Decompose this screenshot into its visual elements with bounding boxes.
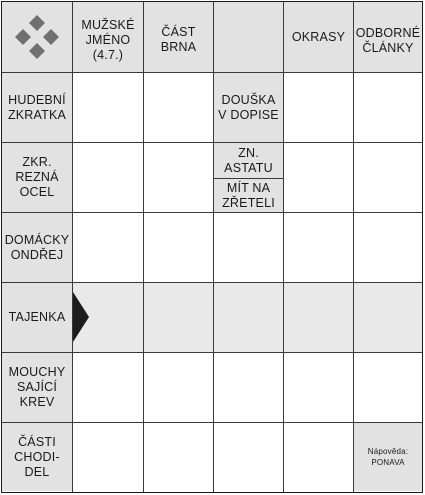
row-clue-tajenka: TAJENKA <box>2 283 72 352</box>
four-diamonds-icon <box>14 14 60 60</box>
row-clue-2: ZKR. REZNÁ OCEL <box>2 143 72 212</box>
column-clue-2: ČÁST BRNA <box>144 2 213 72</box>
inner-clue-zreteli: MÍT NA ZŘETELI <box>214 179 283 212</box>
tajenka-cell[interactable] <box>354 283 422 352</box>
inner-clue-douska: DOUŠKA V DOPISE <box>214 73 283 142</box>
crossword-board <box>1 1 423 493</box>
tajenka-cell[interactable] <box>214 283 283 352</box>
row-clue-5: MOUCHY SAJÍCÍ KREV <box>2 353 72 422</box>
grid-line <box>283 2 284 492</box>
tajenka-cell[interactable] <box>284 283 353 352</box>
row-clue-1: HUDEBNÍ ZKRATKA <box>2 73 72 142</box>
grid-line <box>72 2 73 492</box>
row-clue-3: DOMÁCKY ONDŘEJ <box>2 213 72 282</box>
inner-clue-astat: ZN. ASTATU <box>214 143 283 178</box>
grid-line <box>353 2 354 492</box>
column-clue-3-empty <box>214 2 283 72</box>
column-clue-4: OKRASY <box>284 2 353 72</box>
logo-cell <box>2 2 72 72</box>
hint-cell: Nápověda: PONAVA <box>354 423 422 491</box>
tajenka-arrow-icon <box>73 292 89 342</box>
tajenka-cell[interactable] <box>144 283 213 352</box>
row-clue-6: ČÁSTI CHODI- DEL <box>2 423 72 491</box>
grid-line <box>143 2 144 492</box>
column-clue-5: ODBORNÉ ČLÁNKY <box>354 2 422 72</box>
column-clue-1: MUŽSKÉ JMÉNO (4.7.) <box>73 2 143 72</box>
